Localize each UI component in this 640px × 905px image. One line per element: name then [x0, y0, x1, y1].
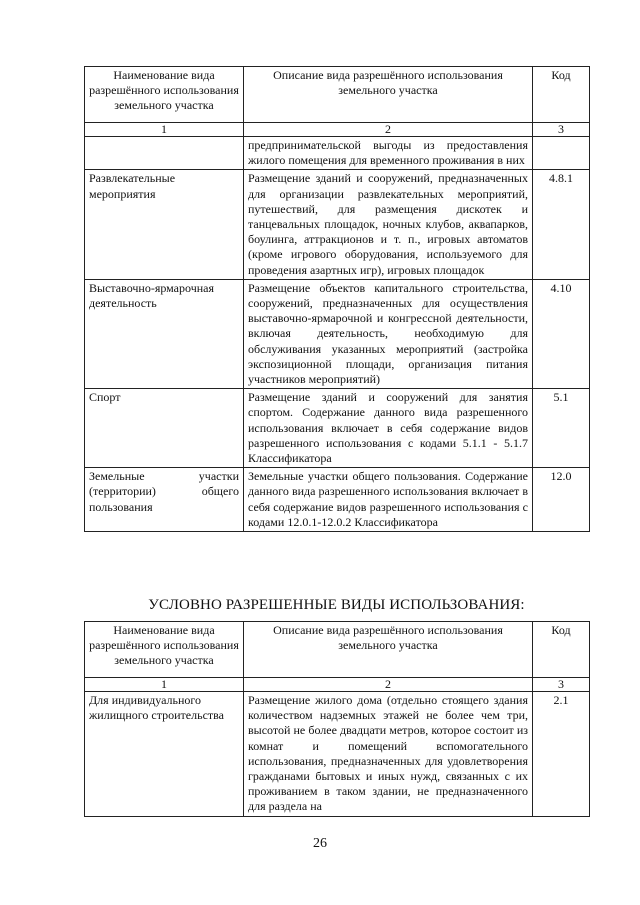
use-code: 4.10: [533, 279, 590, 388]
conditionally-permitted-uses-table: [84, 621, 590, 817]
use-name: Земельные участки (территории) общего пользования: [85, 468, 244, 532]
column-number: 3: [533, 678, 590, 692]
column-number-row: [85, 678, 590, 692]
use-code: 2.1: [533, 692, 590, 817]
page-number: 26: [313, 836, 327, 851]
header-use-description: Описание вида разрешённого использования земельного участка: [244, 622, 533, 678]
table-row: [85, 137, 590, 170]
table-row: [85, 389, 590, 468]
section-title: УСЛОВНО РАЗРЕШЕННЫЕ ВИДЫ ИСПОЛЬЗОВАНИЯ:: [148, 597, 525, 613]
table-row: [85, 170, 590, 279]
header-use-name: Наименование вида разрешённого использования земельного участка: [85, 67, 244, 123]
use-description: Земельные участки общего пользования. Содержание данного вида разрешенного использования включает в себя содержание видов разрешенного использования с кодами 12.0.1-12.0.2 Классификатора: [244, 468, 533, 532]
permitted-uses-table: [84, 66, 590, 532]
column-number: 1: [85, 123, 244, 137]
table-header-row: [85, 67, 590, 123]
use-code: [533, 137, 590, 170]
use-name: Развлекательные мероприятия: [85, 170, 244, 279]
use-description: Размещение объектов капитального строительства, сооружений, предназначенных для осуществления выставочно-ярмарочной и конгрессной деятельности, включая деятельность, необходимую для обслуживания указанных мероприятий (застройка экспозиционной площади, организация питания участников мероприятий): [244, 279, 533, 388]
table-header-row: [85, 622, 590, 678]
table-row: [85, 692, 590, 817]
use-code: 12.0: [533, 468, 590, 532]
header-use-name: Наименование вида разрешённого использования земельного участка: [85, 622, 244, 678]
column-number-row: [85, 123, 590, 137]
table-row: [85, 468, 590, 532]
column-number: 1: [85, 678, 244, 692]
use-name: Выставочно-ярмарочная деятельность: [85, 279, 244, 388]
column-number: 2: [244, 123, 533, 137]
header-code: Код: [533, 622, 590, 678]
header-code: Код: [533, 67, 590, 123]
use-description: Размещение жилого дома (отдельно стоящего здания количеством надземных этажей не более чем три, высотой не более двадцати метров, которое состоит из комнат и помещений вспомогательного использования, предназначенных для удовлетворения гражданами бытовых и иных нужд, связанных с их проживанием в таком здании, не предназначенного для раздела на: [244, 692, 533, 817]
table-row: [85, 279, 590, 388]
use-description: Размещение зданий и сооружений, предназначенных для организации развлекательных мероприятий, путешествий, для размещения дискотек и танцевальных площадок, ночных клубов, аквапарков, боулинга, аттракционов и т. п., игровых автоматов (кроме игрового оборудования, используемого для проведения азартных игр), игровых площадок: [244, 170, 533, 279]
use-name: Для индивидуального жилищного строительства: [85, 692, 244, 817]
header-use-description: Описание вида разрешённого использования земельного участка: [244, 67, 533, 123]
use-name: [85, 137, 244, 170]
use-description: предпринимательской выгоды из предоставления жилого помещения для временного проживания в них: [244, 137, 533, 170]
use-description: Размещение зданий и сооружений для занятия спортом. Содержание данного вида разрешенного использования включает в себя содержание видов разрешенного использования с кодами 5.1.1 - 5.1.7 Классификатора: [244, 389, 533, 468]
use-name: Спорт: [85, 389, 244, 468]
column-number: 2: [244, 678, 533, 692]
use-code: 5.1: [533, 389, 590, 468]
column-number: 3: [533, 123, 590, 137]
use-code: 4.8.1: [533, 170, 590, 279]
